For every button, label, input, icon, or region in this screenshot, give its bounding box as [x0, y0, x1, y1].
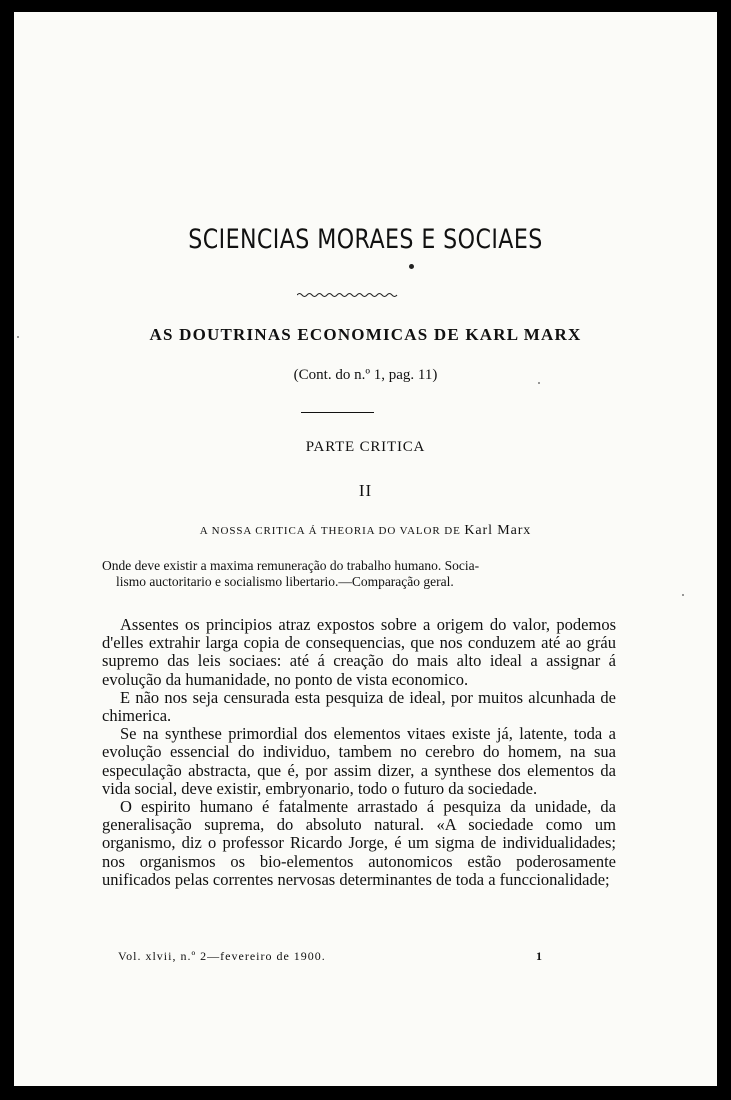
- ornamental-squiggle: [297, 290, 399, 300]
- paragraph: Se na synthese primordial dos elementos vitaes existe já, latente, toda a evolução essencial do individuo, tambem no cerebro do homem, na sua especulação abstracta, que é, por assim dizer, a synthese dos elementos da vida social, deve existir, embryonario, todo o futuro da sociedade.: [102, 724, 616, 798]
- chapter-title: [14, 523, 717, 539]
- section-title: SCIENCIAS MORAES E SOCIAES: [188, 224, 543, 255]
- part-heading: PARTE CRITICA: [305, 439, 426, 455]
- paragraph: O espirito humano é fatalmente arrastado á pesquiza da unidade, da generalisação suprema, do absoluto natural. «A sociedade como um organismo, diz o professor Ricardo Jorge, é um sigma de individualidades; nos organismos os bio-elementos autonomicos estão poderosamente unificados pelas correntes nervosas determinantes de toda a funccionalidade;: [102, 797, 616, 889]
- article-body: [102, 616, 616, 889]
- chapter-title-prefix: A NOSSA CRITICA Á THEORIA DO VALOR DE: [199, 525, 461, 537]
- footer-page-number: 1: [536, 949, 542, 963]
- paragraph: E não nos seja censurada esta pesquiza de ideal, por muitos alcunhada de chimerica.: [102, 687, 616, 726]
- summary-line-1: Onde deve existir a maxima remuneração do trabalho humano. Socia-: [102, 558, 480, 573]
- article-title: AS DOUTRINAS ECONOMICAS DE KARL MARX: [149, 325, 582, 344]
- chapter-number: II: [358, 481, 373, 500]
- paragraph: Assentes os principios atraz expostos sobre a origem do valor, podemos d'elles extrahir larga copia de consequencias, que nos conduzem até ao gráu supremo das leis sociaes: até á creação do mais alto ideal a assignar á evolução da humanidade, no ponto de vista economico.: [102, 615, 616, 689]
- horizontal-rule: [301, 412, 374, 413]
- paper-speck: [17, 336, 19, 338]
- paper-speck: [538, 382, 540, 384]
- paper-speck: [682, 594, 684, 596]
- chapter-summary: [102, 558, 614, 590]
- continuation-note: (Cont. do n.º 1, pag. 11): [293, 367, 438, 383]
- chapter-title-name: Karl Marx: [464, 523, 532, 538]
- document-page: [14, 12, 717, 1086]
- summary-line-2: lismo auctoritario e socialismo libertario.—Comparação geral.: [116, 574, 454, 589]
- footer-volume-info: Vol. xlvii, n.º 2—fevereiro de 1900.: [118, 949, 326, 963]
- ink-dot: [409, 264, 414, 269]
